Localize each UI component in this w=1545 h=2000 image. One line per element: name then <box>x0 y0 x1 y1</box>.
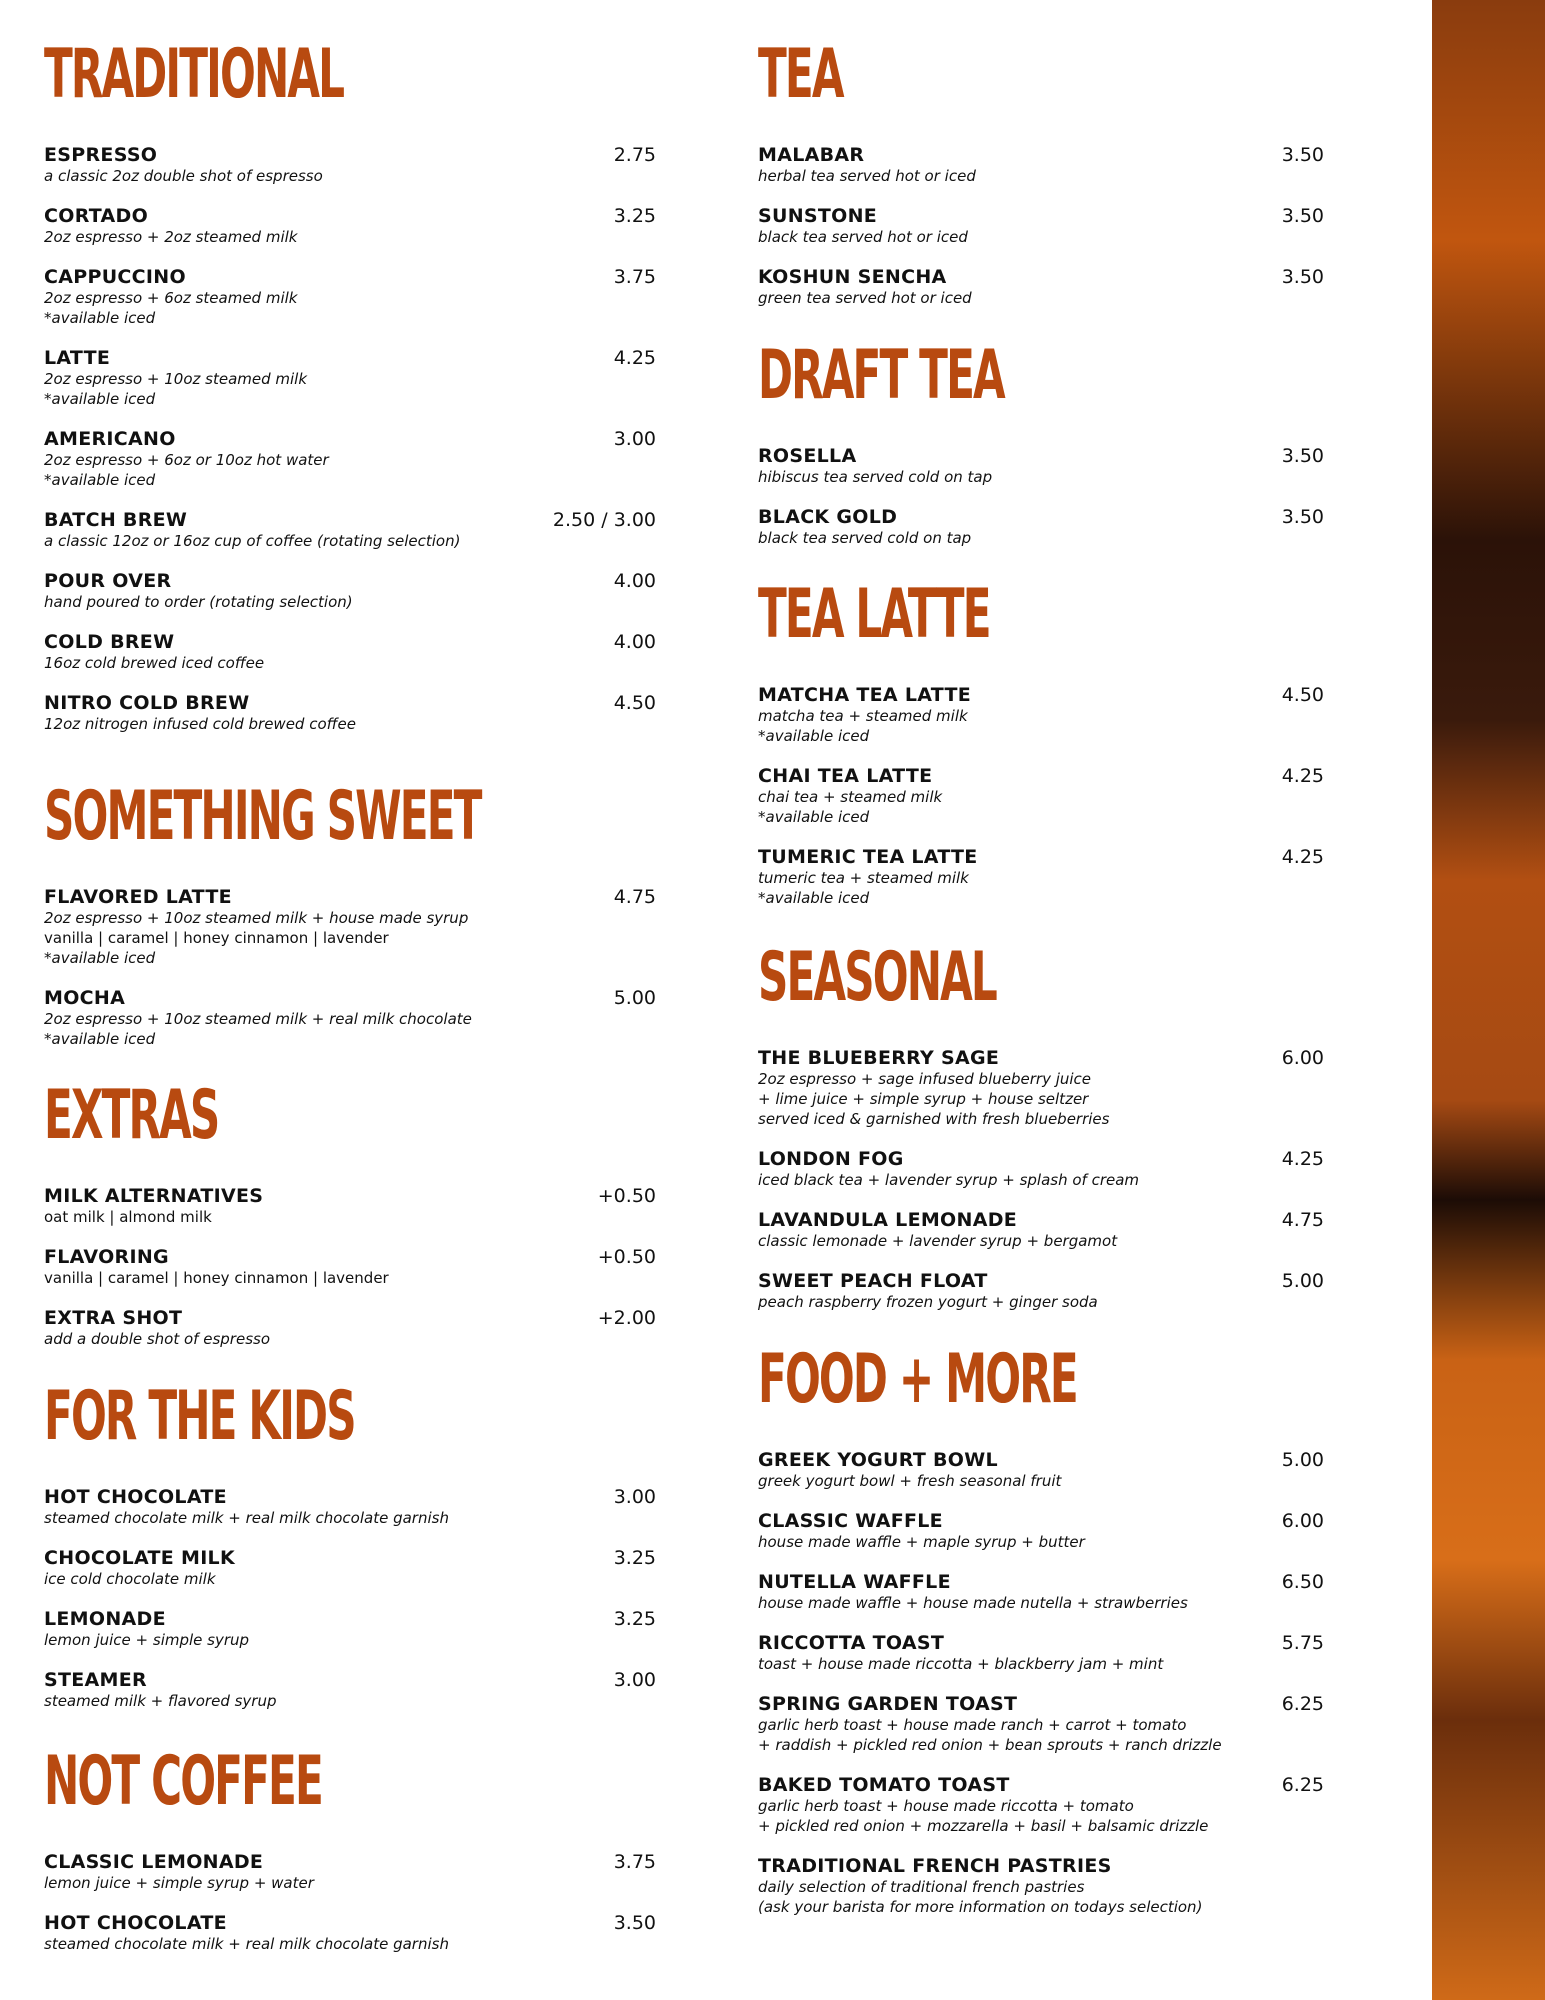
menu-item-price: 3.25 <box>613 1608 656 1630</box>
menu-item <box>44 205 656 247</box>
menu-item-name: FLAVORED LATTE <box>44 886 232 908</box>
menu-item <box>758 1693 1324 1755</box>
section-title-for-the-kids: FOR THE KIDS <box>44 1377 355 1456</box>
menu-item-name: TRADITIONAL FRENCH PASTRIES <box>758 1855 1112 1877</box>
menu-item-price: 3.25 <box>613 205 656 227</box>
menu-item-price: 3.75 <box>613 266 656 288</box>
menu-item <box>44 692 656 734</box>
menu-item-price: +0.50 <box>597 1246 656 1268</box>
menu-item-description: vanilla | caramel | honey cinnamon | lavender <box>44 929 389 947</box>
menu-item-description: a classic 12oz or 16oz cup of coffee (rotating selection) <box>44 532 461 550</box>
menu-item-price: 3.50 <box>1281 144 1324 166</box>
menu-item-name: TUMERIC TEA LATTE <box>758 846 978 868</box>
menu-item-description: hibiscus tea served cold on tap <box>758 468 993 486</box>
menu-item-name: CHOCOLATE MILK <box>44 1547 235 1569</box>
menu-item-name: MALABAR <box>758 144 865 166</box>
menu-item-description: greek yogurt bowl + fresh seasonal fruit <box>758 1472 1062 1490</box>
menu-item-description: served iced & garnished with fresh blueberries <box>758 1110 1110 1128</box>
menu-item <box>758 1774 1324 1836</box>
menu-item-description: black tea served hot or iced <box>758 228 968 246</box>
menu-item <box>758 1047 1324 1129</box>
section-for-the-kids <box>44 1377 656 1730</box>
menu-item-price: 3.50 <box>1281 445 1324 467</box>
menu-item-description: ice cold chocolate milk <box>44 1570 216 1588</box>
menu-item-description: vanilla | caramel | honey cinnamon | lavender <box>44 1269 389 1287</box>
menu-item-description: herbal tea served hot or iced <box>758 167 976 185</box>
menu-item-price: 2.50 / 3.00 <box>552 509 656 531</box>
menu-item-description: 2oz espresso + 10oz steamed milk + real milk chocolate <box>44 1010 472 1028</box>
menu-item-price: 6.50 <box>1281 1571 1324 1593</box>
section-title-traditional: TRADITIONAL <box>44 35 344 114</box>
section-traditional <box>44 35 656 753</box>
menu-item <box>758 1510 1324 1552</box>
menu-item-name: GREEK YOGURT BOWL <box>758 1449 998 1471</box>
item-list-something-sweet <box>44 886 656 1049</box>
menu-item-price: 5.00 <box>613 987 656 1009</box>
menu-item-name: BAKED TOMATO TOAST <box>758 1774 1010 1796</box>
menu-item-description: 16oz cold brewed iced coffee <box>44 654 265 672</box>
menu-item-name: LONDON FOG <box>758 1148 904 1170</box>
menu-item-description: garlic herb toast + house made ranch + carrot + tomato <box>758 1716 1187 1734</box>
menu-item-name: CORTADO <box>44 205 149 227</box>
menu-item-name: CLASSIC LEMONADE <box>44 1851 264 1873</box>
menu-item-name: NITRO COLD BREW <box>44 692 250 714</box>
menu-item <box>44 1246 656 1288</box>
menu-item-description: steamed chocolate milk + real milk chocolate garnish <box>44 1509 449 1527</box>
menu-item-name: SPRING GARDEN TOAST <box>758 1693 1018 1715</box>
menu-item-price: +2.00 <box>597 1307 656 1329</box>
menu-item-name: AMERICANO <box>44 428 176 450</box>
menu-item <box>44 570 656 612</box>
menu-item-description: *available iced <box>758 727 870 745</box>
section-tea-latte <box>758 575 1324 927</box>
menu-item-name: SWEET PEACH FLOAT <box>758 1270 988 1292</box>
menu-item-description: iced black tea + lavender syrup + splash of cream <box>758 1171 1140 1189</box>
menu-item-price: 4.25 <box>613 347 656 369</box>
menu-item-description: 2oz espresso + 2oz steamed milk <box>44 228 298 246</box>
menu-item-name: FLAVORING <box>44 1246 169 1268</box>
menu-item-description: steamed milk + flavored syrup <box>44 1692 277 1710</box>
section-title-tea-latte: TEA LATTE <box>758 575 990 654</box>
menu-item <box>44 1307 656 1349</box>
item-list-seasonal <box>758 1047 1324 1312</box>
section-title-extras: EXTRAS <box>44 1076 219 1155</box>
menu-item-name: RICCOTTA TOAST <box>758 1632 945 1654</box>
item-list-draft-tea <box>758 445 1324 548</box>
menu-item-description: lemon juice + simple syrup + water <box>44 1874 314 1892</box>
menu-item-description: add a double shot of espresso <box>44 1330 270 1348</box>
menu-item <box>758 1209 1324 1251</box>
menu-item-price: 3.50 <box>1281 205 1324 227</box>
menu-item-description: black tea served cold on tap <box>758 529 972 547</box>
menu-item-description: garlic herb toast + house made riccotta + tomato <box>758 1797 1134 1815</box>
section-title-seasonal: SEASONAL <box>758 938 996 1017</box>
menu-item-name: EXTRA SHOT <box>44 1307 183 1329</box>
menu-item-name: LAVANDULA LEMONADE <box>758 1209 1018 1231</box>
menu-item-description: + pickled red onion + mozzarella + basil + balsamic drizzle <box>758 1817 1209 1835</box>
menu-item-name: HOT CHOCOLATE <box>44 1912 227 1934</box>
menu-item-price: 4.00 <box>613 570 656 592</box>
menu-item-description: + raddish + pickled red onion + bean sprouts + ranch drizzle <box>758 1736 1222 1754</box>
menu-item-price: 6.25 <box>1281 1693 1324 1715</box>
menu-item-description: matcha tea + steamed milk <box>758 707 968 725</box>
section-something-sweet <box>44 777 656 1068</box>
menu-item-price: 4.25 <box>1281 846 1324 868</box>
menu-item <box>758 266 1324 308</box>
menu-item <box>44 1547 656 1589</box>
menu-item <box>758 445 1324 487</box>
menu-item-price: 2.75 <box>613 144 656 166</box>
menu-item-description: green tea served hot or iced <box>758 289 972 307</box>
menu-item-name: NUTELLA WAFFLE <box>758 1571 951 1593</box>
menu-item <box>44 987 656 1049</box>
menu-item-name: BLACK GOLD <box>758 506 898 528</box>
menu-item-name: CHAI TEA LATTE <box>758 765 933 787</box>
menu-item-price: 4.50 <box>1281 684 1324 706</box>
menu-item-price: 3.25 <box>613 1547 656 1569</box>
menu-item <box>44 428 656 490</box>
menu-item-price: 4.75 <box>1281 1209 1324 1231</box>
item-list-traditional <box>44 144 656 734</box>
menu-item-description: *available iced <box>44 1030 156 1048</box>
menu-item <box>44 509 656 551</box>
menu-item-description: 2oz espresso + 6oz steamed milk <box>44 289 298 307</box>
menu-item-price: 4.25 <box>1281 1148 1324 1170</box>
menu-item-description: *available iced <box>44 390 156 408</box>
menu-item-description: 2oz espresso + 6oz or 10oz hot water <box>44 451 329 469</box>
menu-item-price: 3.75 <box>613 1851 656 1873</box>
menu-item-description: 2oz espresso + 10oz steamed milk + house made syrup <box>44 909 469 927</box>
menu-item-name: THE BLUEBERRY SAGE <box>758 1047 1000 1069</box>
menu-item-name: HOT CHOCOLATE <box>44 1486 227 1508</box>
item-list-tea-latte <box>758 684 1324 908</box>
menu-item-name: COLD BREW <box>44 631 175 653</box>
section-draft-tea <box>758 336 1324 567</box>
menu-item-price: 5.75 <box>1281 1632 1324 1654</box>
menu-item <box>758 506 1324 548</box>
menu-item-description: peach raspberry frozen yogurt + ginger soda <box>758 1293 1098 1311</box>
menu-item <box>44 1912 656 1954</box>
menu-item-price: +0.50 <box>597 1185 656 1207</box>
menu-item-price: 3.50 <box>1281 266 1324 288</box>
menu-item-price: 4.75 <box>613 886 656 908</box>
menu-item-name: CAPPUCCINO <box>44 266 186 288</box>
menu-item-description: toast + house made riccotta + blackberry jam + mint <box>758 1655 1164 1673</box>
menu-item <box>44 1608 656 1650</box>
menu-item-name: ROSELLA <box>758 445 857 467</box>
menu-item <box>44 1185 656 1227</box>
section-title-food-more: FOOD + MORE <box>758 1340 1077 1419</box>
menu-item-price: 6.25 <box>1281 1774 1324 1796</box>
item-list-for-the-kids <box>44 1486 656 1711</box>
menu-item-description: *available iced <box>44 309 156 327</box>
menu-item-description: steamed chocolate milk + real milk chocolate garnish <box>44 1935 449 1953</box>
menu-item <box>44 1486 656 1528</box>
item-list-not-coffee <box>44 1851 656 1954</box>
menu-item <box>44 886 656 968</box>
section-extras <box>44 1076 656 1368</box>
section-title-draft-tea: DRAFT TEA <box>758 336 1004 415</box>
menu-item <box>758 1632 1324 1674</box>
menu-item-price: 6.00 <box>1281 1510 1324 1532</box>
menu-item <box>758 1270 1324 1312</box>
section-title-not-coffee: NOT COFFEE <box>44 1742 322 1821</box>
menu-item-description: (ask your barista for more information on todays selection) <box>758 1898 1203 1916</box>
menu-item-price: 3.50 <box>1281 506 1324 528</box>
section-not-coffee <box>44 1742 656 1973</box>
menu-item-description: + lime juice + simple syrup + house seltzer <box>758 1090 1089 1108</box>
menu-item-price: 6.00 <box>1281 1047 1324 1069</box>
menu-item <box>758 1449 1324 1491</box>
menu-item-price: 3.00 <box>613 1486 656 1508</box>
section-tea <box>758 35 1324 327</box>
menu-item-description: *available iced <box>44 949 156 967</box>
menu-item-name: MILK ALTERNATIVES <box>44 1185 264 1207</box>
menu-item-description: *available iced <box>758 808 870 826</box>
menu-item-price: 3.00 <box>613 428 656 450</box>
menu-item <box>758 144 1324 186</box>
menu-item-name: KOSHUN SENCHA <box>758 266 947 288</box>
menu-item-description: oat milk | almond milk <box>44 1208 212 1226</box>
menu-item-description: daily selection of traditional french pastries <box>758 1878 1085 1896</box>
item-list-tea <box>758 144 1324 308</box>
item-list-food-more <box>758 1449 1324 1917</box>
menu-item-description: a classic 2oz double shot of espresso <box>44 167 323 185</box>
menu-item-name: STEAMER <box>44 1669 147 1691</box>
menu-item-name: BATCH BREW <box>44 509 188 531</box>
menu-item-price: 3.50 <box>613 1912 656 1934</box>
menu-item <box>44 266 656 328</box>
section-title-something-sweet: SOMETHING SWEET <box>44 777 481 856</box>
menu-item-name: MOCHA <box>44 987 126 1009</box>
menu-item <box>758 846 1324 908</box>
menu-item-price: 3.00 <box>613 1669 656 1691</box>
menu-item-price: 4.25 <box>1281 765 1324 787</box>
menu-item-description: hand poured to order (rotating selection) <box>44 593 353 611</box>
menu-item-description: *available iced <box>758 889 870 907</box>
decorative-photo-strip <box>1432 0 1545 2000</box>
menu-item <box>44 1669 656 1711</box>
menu-item-name: LEMONADE <box>44 1608 166 1630</box>
menu-item <box>758 1148 1324 1190</box>
menu-item-name: POUR OVER <box>44 570 172 592</box>
menu-item-description: house made waffle + house made nutella + strawberries <box>758 1594 1188 1612</box>
section-title-tea: TEA <box>758 35 843 114</box>
menu-item <box>758 205 1324 247</box>
menu-item <box>44 144 656 186</box>
menu-item <box>44 347 656 409</box>
menu-item-price: 4.50 <box>613 692 656 714</box>
menu-item <box>758 765 1324 827</box>
menu-item-description: classic lemonade + lavender syrup + bergamot <box>758 1232 1118 1250</box>
menu-item-description: chai tea + steamed milk <box>758 788 943 806</box>
menu-item-description: 2oz espresso + 10oz steamed milk <box>44 370 308 388</box>
section-seasonal <box>758 938 1324 1331</box>
menu-item-name: LATTE <box>44 347 111 369</box>
menu-item-description: lemon juice + simple syrup <box>44 1631 250 1649</box>
menu-item <box>44 1851 656 1893</box>
menu-item-description: house made waffle + maple syrup + butter <box>758 1533 1085 1551</box>
menu-item-description: tumeric tea + steamed milk <box>758 869 969 887</box>
menu-item <box>758 684 1324 746</box>
menu-item-description: 2oz espresso + sage infused blueberry juice <box>758 1070 1092 1088</box>
menu-item <box>758 1571 1324 1613</box>
menu-item <box>758 1855 1324 1917</box>
menu-item-name: SUNSTONE <box>758 205 878 227</box>
item-list-extras <box>44 1185 656 1349</box>
menu-item <box>44 631 656 673</box>
menu-item-name: CLASSIC WAFFLE <box>758 1510 943 1532</box>
menu-item-price: 4.00 <box>613 631 656 653</box>
menu-item-price: 5.00 <box>1281 1449 1324 1471</box>
menu-item-name: ESPRESSO <box>44 144 158 166</box>
menu-item-price: 5.00 <box>1281 1270 1324 1292</box>
menu-item-name: MATCHA TEA LATTE <box>758 684 971 706</box>
menu-item-description: *available iced <box>44 471 156 489</box>
section-food-more <box>758 1340 1324 1936</box>
menu-item-description: 12oz nitrogen infused cold brewed coffee <box>44 715 356 733</box>
